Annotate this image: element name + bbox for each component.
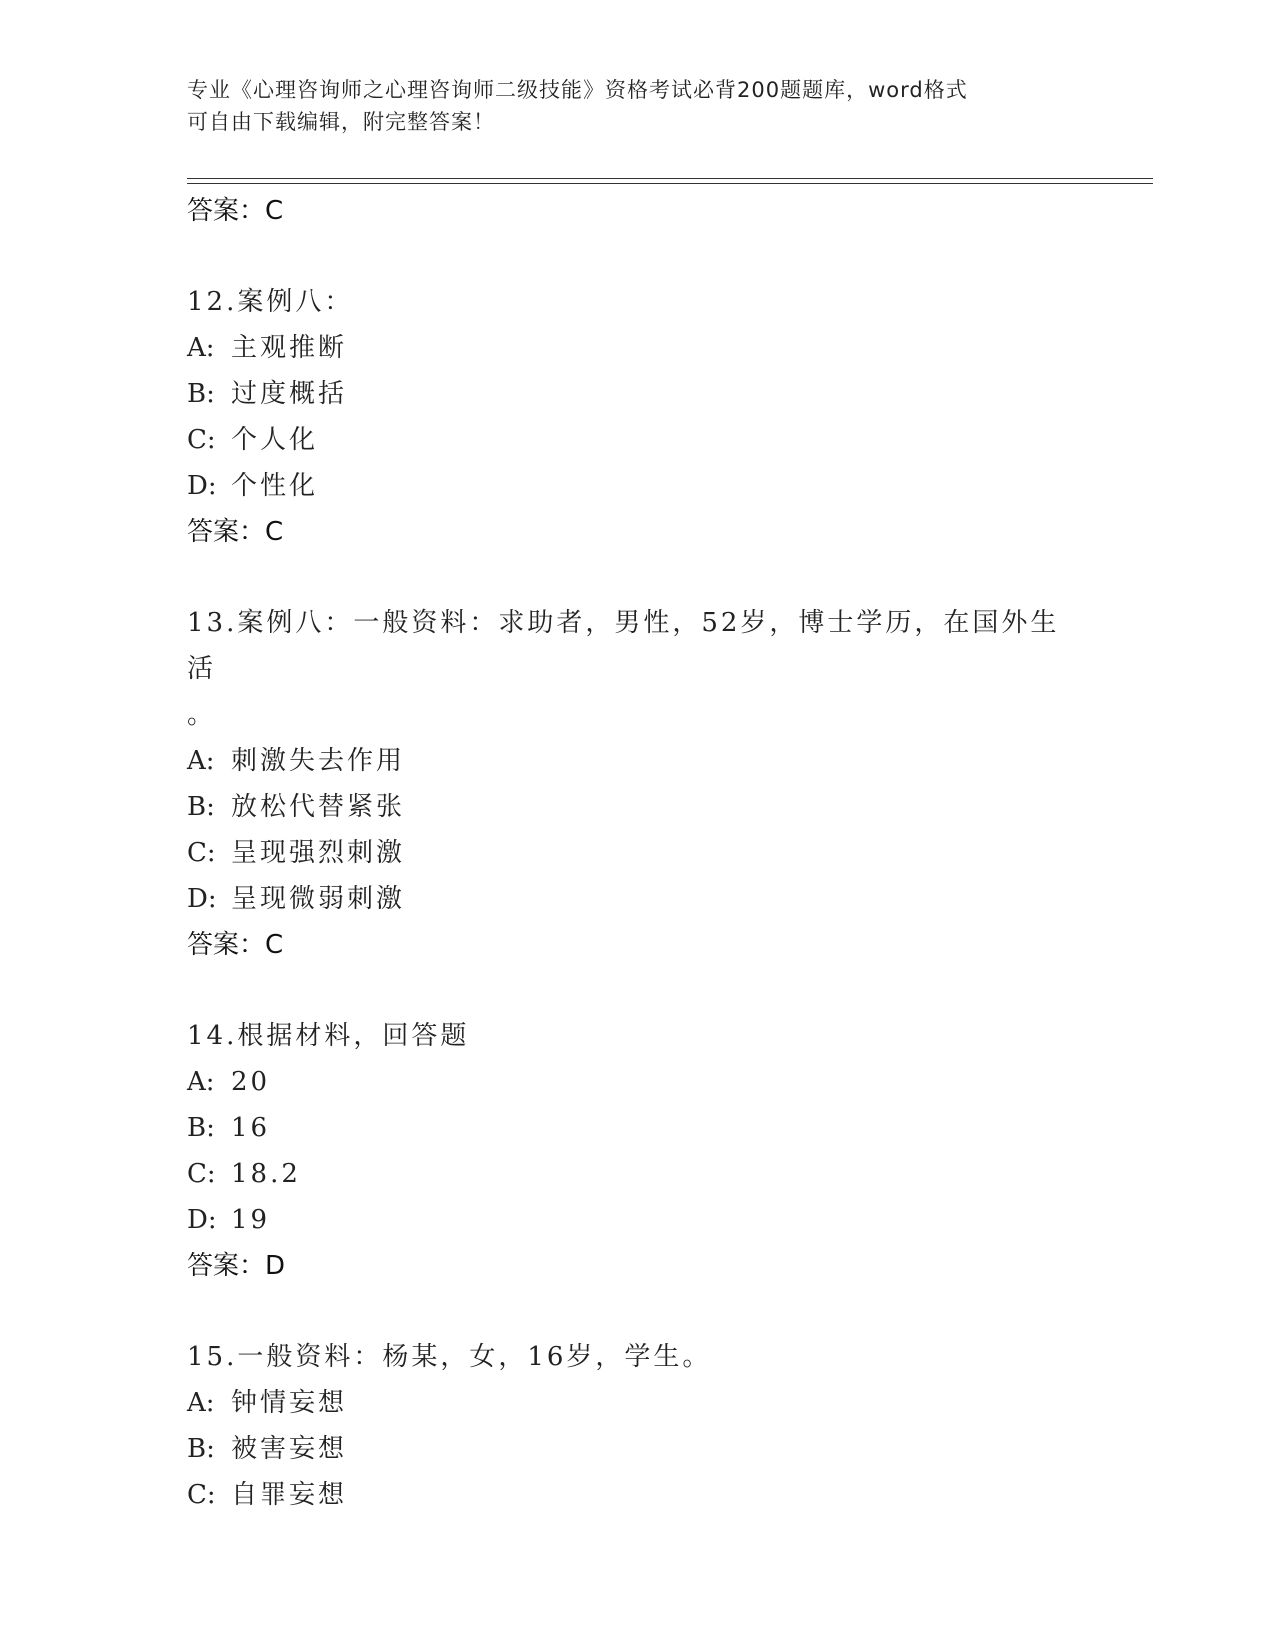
- option-key: C:: [187, 425, 216, 455]
- answer-value: C: [265, 930, 284, 960]
- answer-line: [187, 188, 1087, 234]
- option-text: 刺激失去作用: [231, 746, 406, 776]
- document-header: [187, 74, 1067, 138]
- header-rule-thin: [187, 178, 1153, 179]
- option-key: B:: [187, 1434, 215, 1464]
- option-b: [187, 1105, 1087, 1151]
- option-text: 被害妄想: [231, 1434, 348, 1464]
- option-d: [187, 463, 1087, 509]
- header-line-2: 可自由下载编辑，附完整答案！: [187, 110, 495, 134]
- option-text: 个人化: [231, 425, 319, 455]
- option-c: [187, 417, 1087, 463]
- option-a: [187, 1380, 1087, 1426]
- spacer: [187, 1289, 1087, 1334]
- answer-value: C: [265, 517, 284, 547]
- option-text: 呈现微弱刺激: [231, 884, 406, 914]
- answer-label: 答案：: [187, 517, 266, 547]
- option-text: 主观推断: [231, 333, 348, 363]
- question-title: 15.一般资料：杨某，女，16岁，学生。: [187, 1342, 712, 1372]
- header-rule-thick: [187, 183, 1153, 184]
- option-a: [187, 1059, 1087, 1105]
- option-key: B:: [187, 1113, 215, 1143]
- option-b: [187, 371, 1087, 417]
- option-text: 放松代替紧张: [231, 792, 406, 822]
- option-text: 19: [231, 1205, 271, 1235]
- question-title: 12.案例八：: [187, 287, 354, 317]
- option-text: 16: [231, 1113, 271, 1143]
- answer-label: 答案：: [187, 1251, 266, 1281]
- option-c: [187, 830, 1087, 876]
- option-key: C:: [187, 838, 216, 868]
- spacer: [187, 555, 1087, 600]
- option-key: A:: [187, 1067, 215, 1097]
- option-key: D:: [187, 1205, 217, 1235]
- answer-line: [187, 922, 1087, 968]
- answer-label: 答案：: [187, 930, 266, 960]
- option-a: [187, 738, 1087, 784]
- option-text: 18.2: [231, 1159, 301, 1189]
- option-key: D:: [187, 471, 217, 501]
- question-14: [187, 1013, 1087, 1289]
- option-text: 钟情妄想: [231, 1388, 348, 1418]
- question-12: [187, 279, 1087, 555]
- question-15: [187, 1334, 1087, 1518]
- option-key: A:: [187, 746, 215, 776]
- spacer: [187, 234, 1087, 279]
- option-key: C:: [187, 1480, 216, 1510]
- option-d: [187, 1197, 1087, 1243]
- option-key: C:: [187, 1159, 216, 1189]
- question-title: 14.根据材料，回答题: [187, 1021, 470, 1051]
- option-c: [187, 1472, 1087, 1518]
- spacer: [187, 968, 1087, 1013]
- answer-value: C: [265, 196, 284, 226]
- option-text: 20: [231, 1067, 271, 1097]
- answer-line: [187, 1243, 1087, 1289]
- question-13: [187, 600, 1087, 968]
- option-b: [187, 784, 1087, 830]
- answer-value: D: [265, 1251, 286, 1281]
- option-b: [187, 1426, 1087, 1472]
- option-text: 个性化: [231, 471, 319, 501]
- answer-label: 答案：: [187, 196, 266, 226]
- option-key: D:: [187, 884, 217, 914]
- option-text: 过度概括: [231, 379, 348, 409]
- option-key: A:: [187, 333, 215, 363]
- question-title: 13.案例八：一般资料：求助者，男性，52岁，博士学历，在国外生活: [187, 608, 1060, 684]
- option-c: [187, 1151, 1087, 1197]
- option-key: B:: [187, 792, 215, 822]
- option-text: 呈现强烈刺激: [231, 838, 406, 868]
- option-d: [187, 876, 1087, 922]
- option-a: [187, 325, 1087, 371]
- option-key: A:: [187, 1388, 215, 1418]
- option-text: 自罪妄想: [231, 1480, 348, 1510]
- question-title-continuation: 。: [187, 700, 217, 730]
- answer-line: [187, 509, 1087, 555]
- header-line-1: 专业《心理咨询师之心理咨询师二级技能》资格考试必背200题题库，word格式: [187, 78, 968, 102]
- question-list: [187, 188, 1087, 1518]
- option-key: B:: [187, 379, 215, 409]
